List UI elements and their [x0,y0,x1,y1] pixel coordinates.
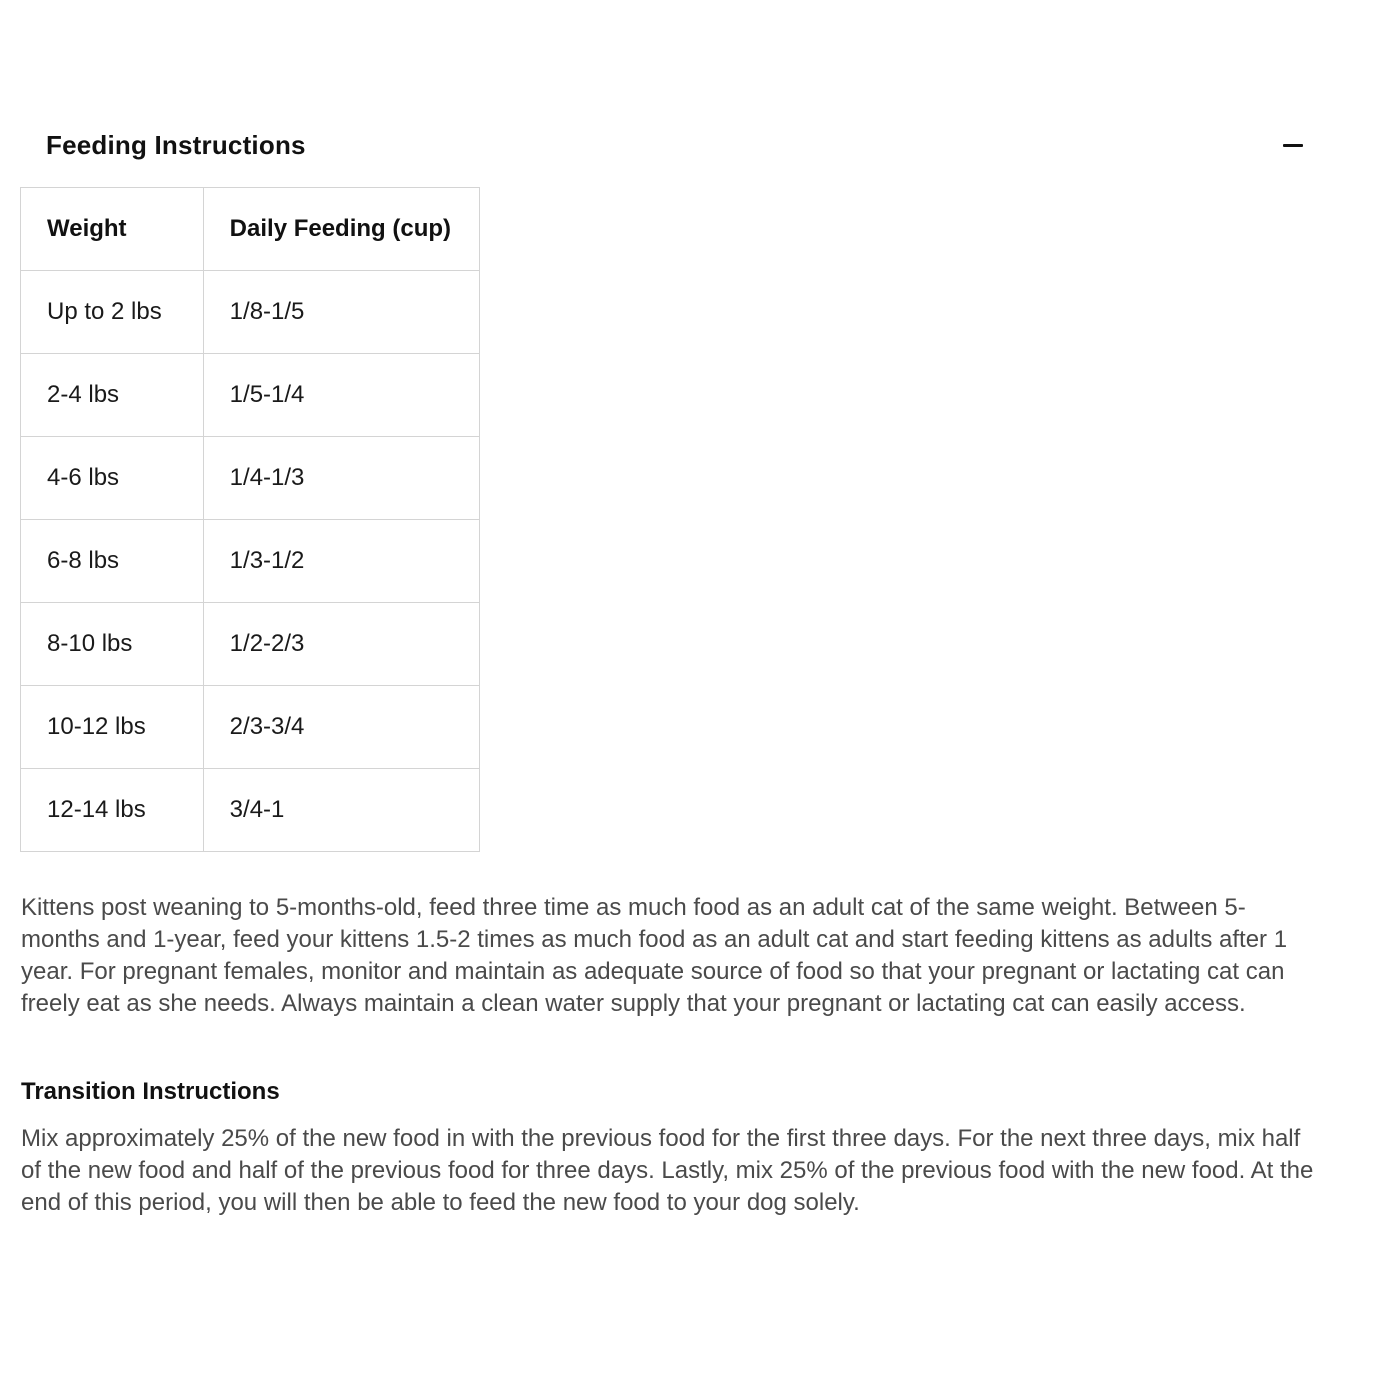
weight-cell: 12-14 lbs [21,769,204,852]
daily-feeding-cell: 1/2-2/3 [203,603,479,686]
header-weight: Weight [21,188,204,271]
weight-cell: 10-12 lbs [21,686,204,769]
daily-feeding-cell: 3/4-1 [203,769,479,852]
transition-instructions-heading: Transition Instructions [21,1078,280,1105]
table-row [21,354,480,437]
table-row [21,520,480,603]
collapse-button[interactable] [1282,134,1304,156]
weight-cell: 4-6 lbs [21,437,204,520]
daily-feeding-cell: 2/3-3/4 [203,686,479,769]
table-row [21,769,480,852]
weight-cell: Up to 2 lbs [21,271,204,354]
accordion-title: Feeding Instructions [46,129,306,160]
weight-cell: 8-10 lbs [21,603,204,686]
table-row [21,603,480,686]
header-daily-feeding: Daily Feeding (cup) [203,188,479,271]
table-row [21,686,480,769]
daily-feeding-cell: 1/8-1/5 [203,271,479,354]
kitten-feeding-note: Kittens post weaning to 5-months-old, feed three time as much food as an adult cat of the same weight. Between 5-months and 1-year, feed your kittens 1.5-2 times as much food as an adult cat and start feeding kittens as adults after 1 year. For pregnant females, monitor and maintain as adequate source of food so that your pregnant or lactating cat can freely eat as she needs. Always maintain a clean water supply that your pregnant or lactating cat can easily access. [21,894,1288,1017]
table-row [21,271,480,354]
weight-cell: 2-4 lbs [21,354,204,437]
feeding-table [20,187,480,852]
minus-icon [1283,144,1303,147]
transition-instructions-text: Mix approximately 25% of the new food in with the previous food for the first three days. For the next three days, mix half of the new food and half of the previous food for three days. Lastly, mix 25% of the previous food with the new food. At the end of this period, you will then be able to feed the new food to your dog solely. [21,1125,1314,1216]
table-header-row [21,188,480,271]
daily-feeding-cell: 1/3-1/2 [203,520,479,603]
table-row [21,437,480,520]
daily-feeding-cell: 1/5-1/4 [203,354,479,437]
feeding-instructions-accordion-header[interactable] [46,124,1306,166]
weight-cell: 6-8 lbs [21,520,204,603]
daily-feeding-cell: 1/4-1/3 [203,437,479,520]
